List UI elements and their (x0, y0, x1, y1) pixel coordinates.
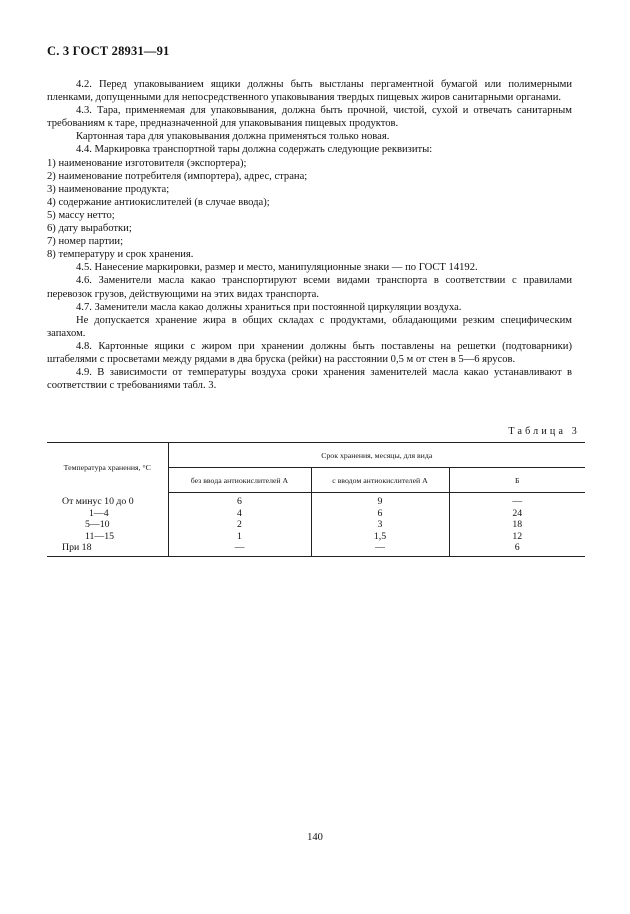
table-row (47, 531, 585, 543)
list-item: 3) наименование продукта; (47, 183, 170, 195)
paragraph-4-8: 4.8. Картонные ящики с жиром при хранении должны быть поставлены на решетки (подтоварники) штабелями с просветами между рядами в два бруска (рейки) на расстоянии 0,5 м от стен в 5—6 ярусов. (47, 340, 572, 365)
column-group-header: Срок хранения, месяцы, для вида (168, 443, 585, 468)
table-cell: 1,5 (311, 531, 449, 543)
paragraph-4-7: 4.7. Заменители масла какао должны храниться при постоянной циркуляции воздуха. (76, 301, 462, 313)
column-header-temperature: Температура хранения, °С (47, 443, 168, 493)
paragraph-4-6: 4.6. Заменители масла какао транспортируют всеми видами транспорта в соответствии с правилами перевозок грузов, действующими на этих видах транспорта. (47, 275, 572, 300)
column-header-no-antioxidant: без ввода антиокислителей А (168, 468, 311, 493)
paragraph-4-5: 4.5. Нанесение маркировки, размер и место, манипуляционные знаки — по ГОСТ 14192. (76, 262, 478, 274)
column-header-with-antioxidant: с вводом антиокислителей А (311, 468, 449, 493)
table-cell: — (449, 493, 585, 508)
table-row (47, 493, 585, 508)
page-number: 140 (307, 832, 323, 843)
column-header-b: Б (449, 468, 585, 493)
paragraph-carton-tare: Картонная тара для упаковывания должна применяться только новая. (76, 131, 390, 143)
table-row (47, 508, 585, 520)
list-item: 1) наименование изготовителя (экспортера); (47, 157, 247, 169)
table-cell: При 18 (47, 542, 168, 556)
table-cell: 5—10 (85, 519, 110, 530)
table-cell: 18 (449, 519, 585, 531)
table-cell: 12 (449, 531, 585, 543)
table-cell: 3 (311, 519, 449, 531)
list-item: 6) дату выработки; (47, 223, 132, 235)
table-cell: 6 (311, 508, 449, 520)
list-item: 8) температуру и срок хранения. (47, 249, 194, 261)
list-item: 5) массу нетто; (47, 209, 115, 221)
table-cell: — (168, 542, 311, 556)
paragraph-4-9: 4.9. В зависимости от температуры воздуха сроки хранения заменителей масла какао устанавливают в соответствии с требованиями табл. 3. (47, 367, 572, 392)
table-cell: 6 (168, 493, 311, 508)
table-cell: — (311, 542, 449, 556)
table-cell: 1 (168, 531, 311, 543)
page-header: С. 3 ГОСТ 28931—91 (47, 44, 170, 58)
table-cell: От минус 10 до 0 (62, 495, 134, 507)
table-cell: 1—4 (89, 507, 109, 519)
table-row (47, 519, 585, 531)
table-caption: Таблица 3 (508, 426, 580, 437)
paragraph-4-4: 4.4. Маркировка транспортной тары должна содержать следующие реквизиты: (76, 144, 433, 156)
paragraph-4-3: 4.3. Тара, применяемая для упаковывания, должна быть прочной, чистой, сухой и отвечать санитарным требованиям к таре, предназначенной для упаковывания пищевых продуктов. (47, 105, 572, 130)
paragraph-no-common-storage: Не допускается хранение жира в общих складах с продуктами, обладающими резким специфическим запахом. (47, 314, 572, 339)
storage-table (47, 442, 585, 557)
table-cell: 4 (168, 508, 311, 520)
table-cell: 11—15 (85, 530, 115, 542)
table-row (47, 542, 585, 556)
table-cell: 24 (449, 508, 585, 520)
table-cell: 2 (168, 519, 311, 531)
list-item: 4) содержание антиокислителей (в случае ввода); (47, 196, 270, 208)
list-item: 2) наименование потребителя (импортера), адрес, страна; (47, 170, 308, 182)
paragraph-4-2: 4.2. Перед упаковыванием ящики должны быть выстланы пергаментной бумагой или полимерными пленками, допущенными для непосредственного упаковывания твердых пищевых жиров санитарными органами. (47, 79, 572, 104)
list-item: 7) номер партии; (47, 236, 124, 248)
document-body (47, 78, 572, 392)
table-cell: 9 (311, 493, 449, 508)
table-cell: 6 (449, 542, 585, 556)
